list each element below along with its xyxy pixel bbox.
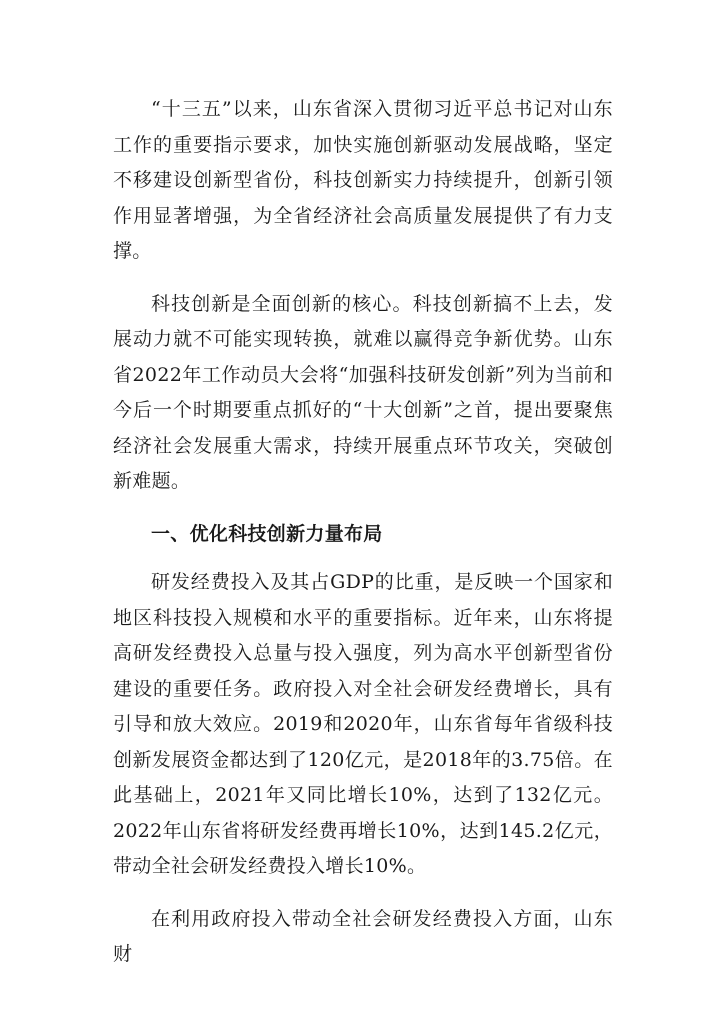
document-page — [113, 92, 613, 973]
intro-paragraph-1: “十三五”以来，山东省深入贯彻习近平总书记对山东工作的重要指示要求，加快实施创新驱动发展战略，坚定不移建设创新型省份，科技创新实力持续提升，创新引领作用显著增强，为全省经济社会高质量发展提供了有力支撑。 — [113, 98, 613, 262]
section-heading: 一、优化科技创新力量布局 — [151, 522, 383, 545]
intro-paragraph-2: 科技创新是全面创新的核心。科技创新搞不上去，发展动力就不可能实现转换，就难以赢得竞争新优势。山东省2022年工作动员大会将“加强科技研发创新”列为当前和今后一个时期要重点抓好的“十大创新”之首，提出要聚焦经济社会发展重大需求，持续开展重点环节攻关，突破创新难题。 — [113, 292, 613, 492]
section-paragraph-2: 在利用政府投入带动全社会研发经费投入方面，山东财 — [113, 907, 613, 965]
section-paragraph-1: 研发经费投入及其占GDP的比重，是反映一个国家和地区科技投入规模和水平的重要指标。近年来，山东将提高研发经费投入总量与投入强度，列为高水平创新型省份建设的重要任务。政府投入对全社会研发经费增长，具有引导和放大效应。2019和2020年，山东省每年省级科技创新发展资金都达到了120亿元，是2018年的3.75倍。在此基础上，2021年又同比增长10%，达到了132亿元。2022年山东省将研发经费再增长10%，达到145.2亿元，带动全社会研发经费投入增长10%。 — [113, 571, 613, 877]
